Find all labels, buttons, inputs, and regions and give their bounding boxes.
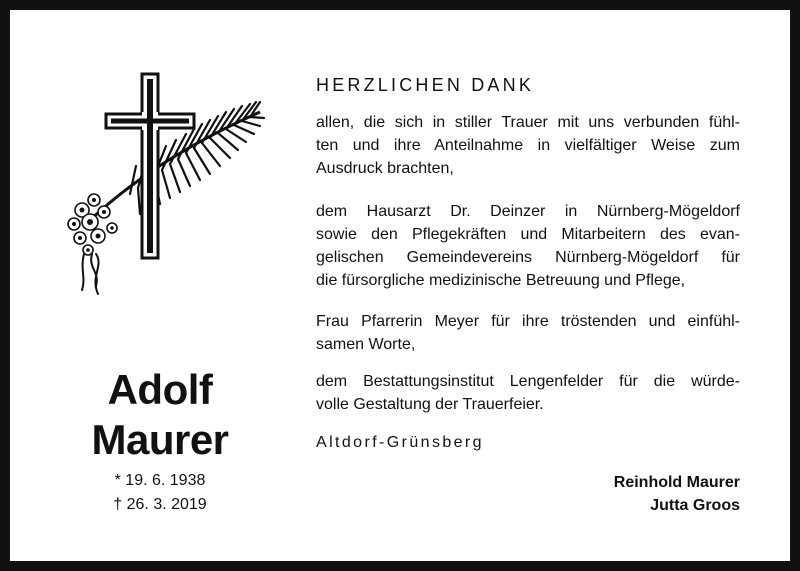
paragraph-line: Frau Pfarrerin Meyer für ihre tröstenden und einfühl- [316, 313, 740, 330]
paragraph-line: gelischen Gemeindevereins Nürnberg-Mögeldorf für [316, 249, 740, 266]
paragraph-line: volle Gestaltung der Trauerfeier. [316, 396, 544, 413]
paragraph-line: sowie den Pflegekräften und Mitarbeitern des evan- [316, 226, 740, 243]
death-date: † 26. 3. 2019 [113, 496, 207, 513]
birth-date: * 19. 6. 1938 [114, 472, 206, 489]
heading: HERZLICHEN DANK [316, 75, 535, 95]
place-name: Altdorf-Grünsberg [316, 434, 484, 451]
thanks-paragraph [316, 111, 740, 180]
paragraph-line: dem Bestattungsinstitut Lengenfelder für die würde- [316, 373, 740, 390]
thanks-paragraph [316, 370, 740, 416]
paragraph-line: allen, die sich in stiller Trauer mit uns verbunden fühl- [316, 114, 740, 131]
paragraph-line: samen Worte, [316, 336, 416, 353]
signatory-name: Jutta Groos [650, 497, 740, 514]
thanks-paragraph [316, 310, 740, 356]
paragraph-line: die fürsorgliche medizinische Betreuung und Pflege, [316, 272, 686, 289]
thanks-paragraph [316, 200, 740, 292]
deceased-first-name: Adolf [107, 366, 213, 413]
paragraph-line: Ausdruck brachten, [316, 160, 454, 177]
signatory-name: Reinhold Maurer [613, 474, 740, 491]
paragraph-line: dem Hausarzt Dr. Deinzer in Nürnberg-Mögeldorf [316, 203, 740, 220]
deceased-last-name: Maurer [91, 416, 229, 463]
paragraph-line: ten und ihre Anteilnahme in vielfältiger Weise zum [316, 137, 740, 154]
cross-with-palm-frond-icon [60, 72, 270, 302]
